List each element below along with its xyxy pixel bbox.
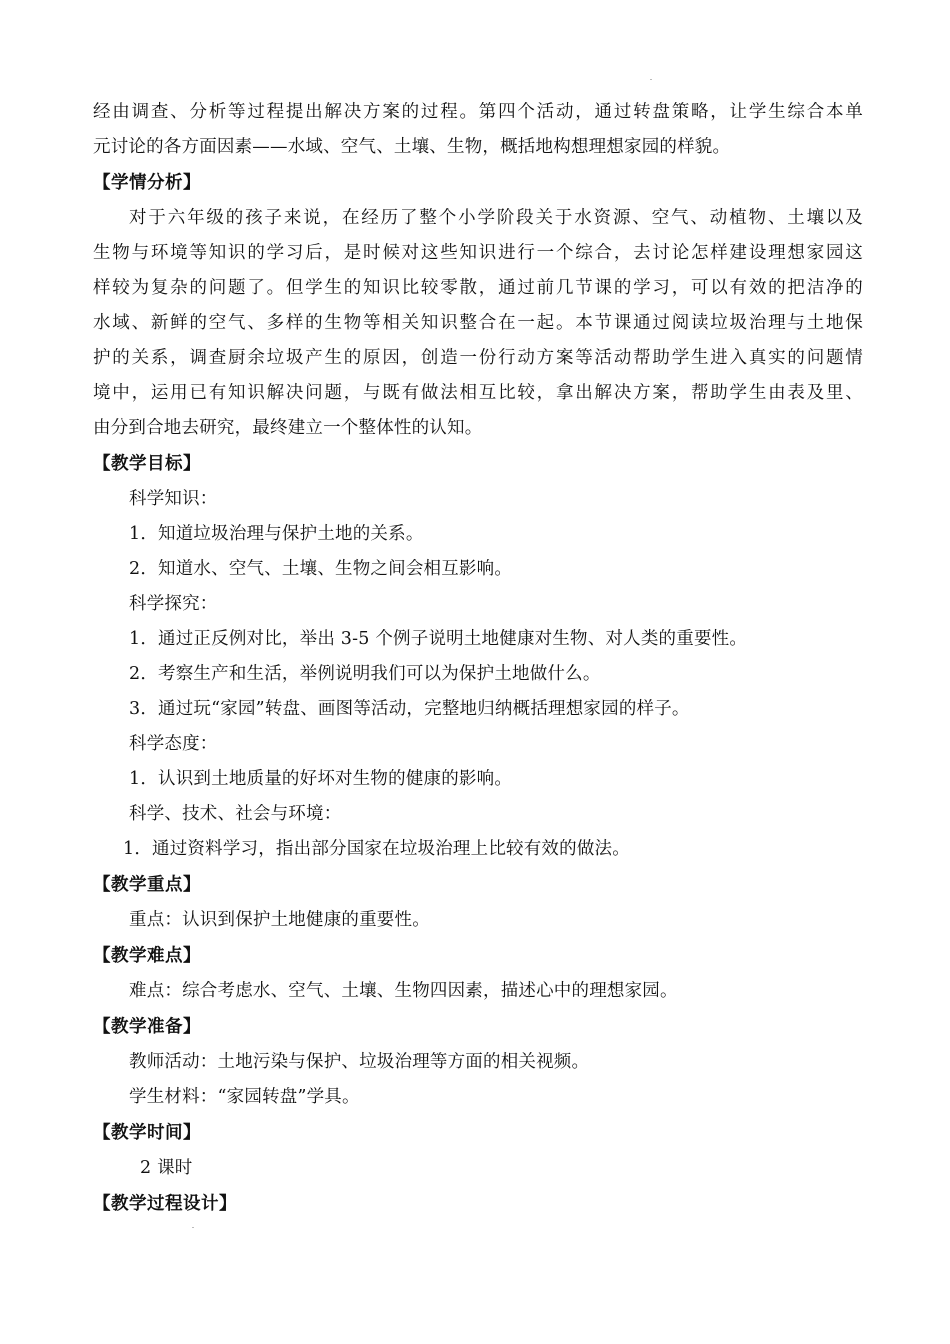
section-heading-key-point: 【教学重点】	[93, 875, 201, 895]
preparation-student: 学生材料：“家园转盘”学具。	[129, 1087, 360, 1107]
section-heading-analysis: 【学情分析】	[93, 173, 201, 193]
analysis-line-4: 水域、新鲜的空气、多样的生物等相关知识整合在一起。本节课通过阅读垃圾治理与土地保	[93, 313, 863, 333]
objective-inquiry-label: 科学探究：	[129, 594, 218, 614]
objective-sts-label: 科学、技术、社会与环境：	[129, 804, 342, 824]
intro-line-2: 元讨论的各方面因素——水域、空气、土壤、生物，概括地构想理想家园的样貌。	[93, 137, 731, 157]
objective-inquiry-1: 1．通过正反例对比，举出 3-5 个例子说明土地健康对生物、对人类的重要性。	[129, 629, 748, 649]
objective-knowledge-1: 1．知道垃圾治理与保护土地的关系。	[129, 524, 424, 544]
objective-attitude-1: 1．认识到土地质量的好坏对生物的健康的影响。	[129, 769, 513, 789]
analysis-line-1: 对于六年级的孩子来说，在经历了整个小学阶段关于水资源、空气、动植物、土壤以及	[129, 208, 863, 228]
top-mark	[650, 79, 652, 80]
preparation-teacher: 教师活动：土地污染与保护、垃圾治理等方面的相关视频。	[129, 1052, 590, 1072]
section-heading-preparation: 【教学准备】	[93, 1017, 201, 1037]
analysis-line-7: 由分到合地去研究，最终建立一个整体性的认知。	[93, 418, 483, 438]
analysis-line-2: 生物与环境等知识的学习后，是时候对这些知识进行一个综合，去讨论怎样建设理想家园这	[93, 243, 863, 263]
intro-line-1: 经由调查、分析等过程提出解决方案的过程。第四个活动，通过转盘策略，让学生综合本单	[93, 102, 863, 122]
analysis-line-6: 境中，运用已有知识解决问题，与既有做法相互比较，拿出解决方案，帮助学生由表及里、	[93, 383, 863, 403]
objective-knowledge-2: 2．知道水、空气、土壤、生物之间会相互影响。	[129, 559, 513, 579]
section-heading-objectives: 【教学目标】	[93, 454, 201, 474]
objective-inquiry-2: 2．考察生产和生活，举例说明我们可以为保护土地做什么。	[129, 664, 601, 684]
section-heading-process: 【教学过程设计】	[93, 1194, 237, 1214]
analysis-line-3: 样较为复杂的问题了。但学生的知识比较零散，通过前几节课的学习，可以有效的把洁净的	[93, 278, 863, 298]
time-text: 2 课时	[140, 1158, 193, 1178]
key-point-text: 重点：认识到保护土地健康的重要性。	[129, 910, 430, 930]
bottom-mark	[192, 1227, 194, 1228]
section-heading-difficulty: 【教学难点】	[93, 946, 201, 966]
objective-attitude-label: 科学态度：	[129, 734, 218, 754]
objective-inquiry-3: 3．通过玩“家园”转盘、画图等活动，完整地归纳概括理想家园的样子。	[129, 699, 690, 719]
objective-sts-1: 1．通过资料学习，指出部分国家在垃圾治理上比较有效的做法。	[123, 839, 630, 859]
difficulty-text: 难点：综合考虑水、空气、土壤、生物四因素，描述心中的理想家园。	[129, 981, 678, 1001]
section-heading-time: 【教学时间】	[93, 1123, 201, 1143]
objective-knowledge-label: 科学知识：	[129, 489, 218, 509]
analysis-line-5: 护的关系，调查厨余垃圾产生的原因，创造一份行动方案等活动帮助学生进入真实的问题情	[93, 348, 863, 368]
